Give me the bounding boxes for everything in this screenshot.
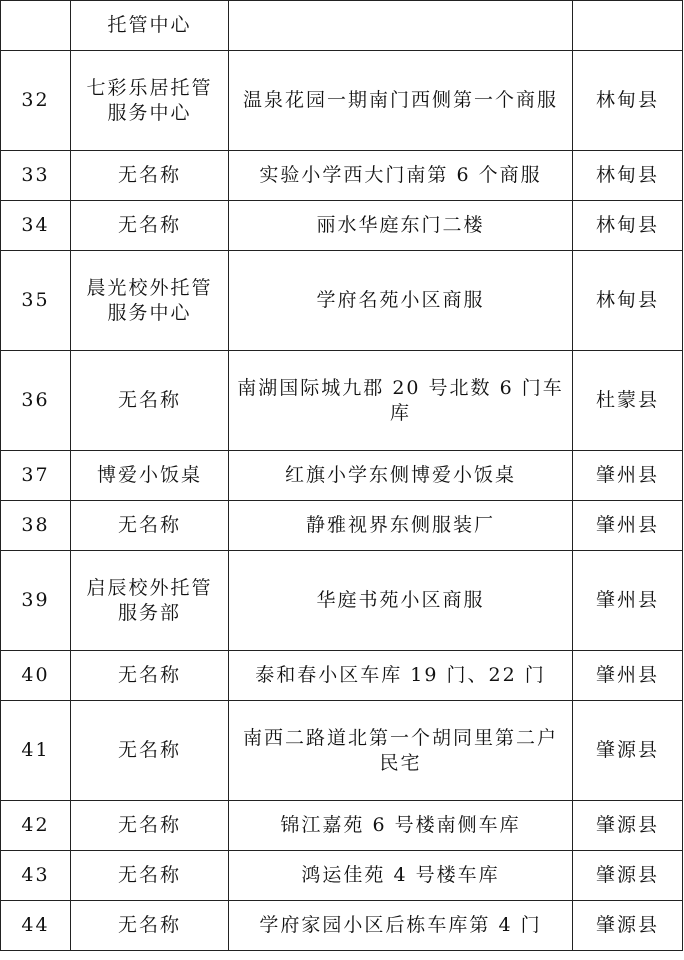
institution-address: 华庭书苑小区商服 <box>229 551 573 651</box>
institution-address: 静雅视界东侧服装厂 <box>229 501 573 551</box>
row-number: 36 <box>1 351 71 451</box>
table-row <box>1 201 683 251</box>
institution-county: 肇源县 <box>573 801 683 851</box>
institution-name: 七彩乐居托管服务中心 <box>71 51 229 151</box>
institution-address: 红旗小学东侧博爱小饭桌 <box>229 451 573 501</box>
institution-county: 肇州县 <box>573 551 683 651</box>
table-row <box>1 851 683 901</box>
row-number: 35 <box>1 251 71 351</box>
row-number: 39 <box>1 551 71 651</box>
institution-name: 托管中心 <box>71 1 229 51</box>
institution-name: 无名称 <box>71 201 229 251</box>
institution-county: 肇州县 <box>573 501 683 551</box>
institution-address: 锦江嘉苑 6 号楼南侧车库 <box>229 801 573 851</box>
row-number: 43 <box>1 851 71 901</box>
institution-county: 林甸县 <box>573 51 683 151</box>
institution-address <box>229 1 573 51</box>
institution-address: 实验小学西大门南第 6 个商服 <box>229 151 573 201</box>
table-row <box>1 151 683 201</box>
institution-address: 温泉花园一期南门西侧第一个商服 <box>229 51 573 151</box>
institution-address: 南西二路道北第一个胡同里第二户民宅 <box>229 701 573 801</box>
row-number: 40 <box>1 651 71 701</box>
table-row <box>1 251 683 351</box>
row-number: 33 <box>1 151 71 201</box>
institution-name: 无名称 <box>71 351 229 451</box>
institution-name: 无名称 <box>71 151 229 201</box>
row-number: 41 <box>1 701 71 801</box>
row-number: 37 <box>1 451 71 501</box>
institution-county <box>573 1 683 51</box>
institution-county: 林甸县 <box>573 201 683 251</box>
institution-name: 晨光校外托管服务中心 <box>71 251 229 351</box>
institution-county: 林甸县 <box>573 151 683 201</box>
institution-county: 肇源县 <box>573 851 683 901</box>
table-row <box>1 451 683 501</box>
institution-name: 无名称 <box>71 651 229 701</box>
table-row <box>1 901 683 951</box>
table-row <box>1 1 683 51</box>
institution-address: 丽水华庭东门二楼 <box>229 201 573 251</box>
institution-name: 无名称 <box>71 901 229 951</box>
institution-name: 无名称 <box>71 701 229 801</box>
institution-county: 肇州县 <box>573 651 683 701</box>
table-row <box>1 651 683 701</box>
table-row <box>1 801 683 851</box>
table-row <box>1 51 683 151</box>
institution-county: 林甸县 <box>573 251 683 351</box>
row-number <box>1 1 71 51</box>
institution-address: 学府名苑小区商服 <box>229 251 573 351</box>
row-number: 38 <box>1 501 71 551</box>
table-row <box>1 351 683 451</box>
row-number: 42 <box>1 801 71 851</box>
institution-county: 肇州县 <box>573 451 683 501</box>
institution-county: 杜蒙县 <box>573 351 683 451</box>
institution-address: 鸿运佳苑 4 号楼车库 <box>229 851 573 901</box>
institution-name: 启辰校外托管服务部 <box>71 551 229 651</box>
institution-address: 泰和春小区车库 19 门、22 门 <box>229 651 573 701</box>
institution-county: 肇源县 <box>573 701 683 801</box>
institution-name: 无名称 <box>71 501 229 551</box>
institution-name: 无名称 <box>71 851 229 901</box>
table-row <box>1 551 683 651</box>
row-number: 44 <box>1 901 71 951</box>
row-number: 34 <box>1 201 71 251</box>
institution-address: 学府家园小区后栋车库第 4 门 <box>229 901 573 951</box>
institution-name: 博爱小饭桌 <box>71 451 229 501</box>
row-number: 32 <box>1 51 71 151</box>
table-row <box>1 501 683 551</box>
institution-address: 南湖国际城九郡 20 号北数 6 门车库 <box>229 351 573 451</box>
institution-name: 无名称 <box>71 801 229 851</box>
table-row <box>1 701 683 801</box>
institution-county: 肇源县 <box>573 901 683 951</box>
